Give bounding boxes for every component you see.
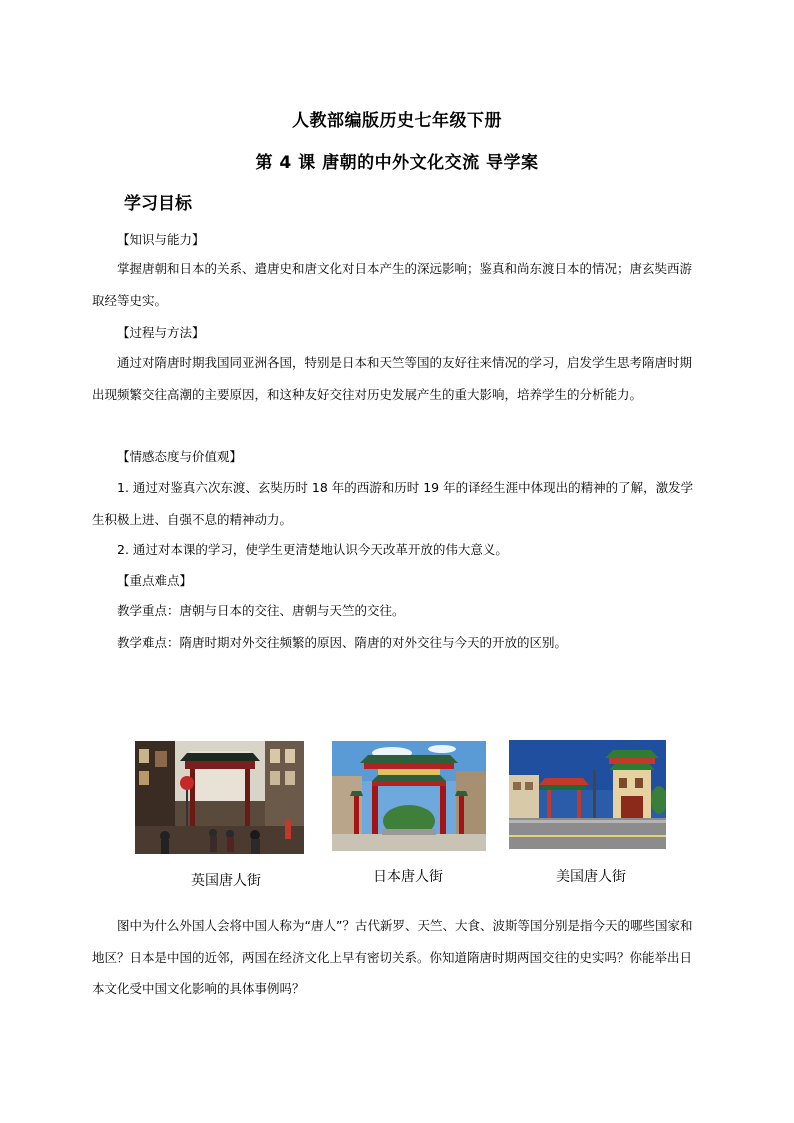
photo-japan-chinatown <box>332 741 486 851</box>
caption-uk-chinatown: 英国唐人街 <box>191 873 261 889</box>
emotion-label: 【情感态度与价值观】 <box>117 449 243 464</box>
document-title: 人教部编版历史七年级下册 <box>292 111 502 131</box>
photo-uk-chinatown <box>135 741 304 854</box>
photo-usa-chinatown <box>509 740 666 849</box>
section-heading-learning-goals: 学习目标 <box>124 194 192 214</box>
knowledge-label: 【知识与能力】 <box>117 232 205 247</box>
knowledge-text: 掌握唐朝和日本的关系、遣唐史和唐文化对日本产生的深远影响；鉴真和尚东渡日本的情况；唐玄奘西游取经等史实。 <box>92 261 693 308</box>
emotion-item-1: 1. 通过对鉴真六次东渡、玄奘历时 18 年的西游和历时 19 年的译经生涯中体现出的精神的了解，激发学生积极上进、自强不息的精神动力。 <box>92 480 694 527</box>
key-point-text: 教学重点：唐朝与日本的交往、唐朝与天竺的交往。 <box>117 603 405 618</box>
caption-japan-chinatown: 日本唐人街 <box>373 869 443 885</box>
lesson-subtitle: 第 4 课 唐朝的中外文化交流 导学案 <box>255 153 539 173</box>
caption-usa-chinatown: 美国唐人街 <box>556 869 626 885</box>
difficult-point-text: 教学难点：隋唐时期对外交往频繁的原因、隋唐的对外交往与今天的开放的区别。 <box>117 635 568 650</box>
process-text: 通过对隋唐时期我国同亚洲各国，特别是日本和天竺等国的友好往来情况的学习，启发学生思考隋唐时期出现频繁交往高潮的主要原因，和这种友好交往对历史发展产生的重大影响，培养学生的分析能力。 <box>92 355 693 402</box>
process-label: 【过程与方法】 <box>117 325 205 340</box>
emotion-item-2: 2. 通过对本课的学习，使学生更清楚地认识今天改革开放的伟大意义。 <box>117 542 508 557</box>
intro-question-text: 图中为什么外国人会将中国人称为“唐人”？古代新罗、天竺、大食、波斯等国分别是指今天的哪些国家和地区？日本是中国的近邻，两国在经济文化上早有密切关系。你知道隋唐时期两国交往的史实吗？你能举出日本文化受中国文化影响的具体事例吗？ <box>92 918 693 996</box>
key-points-label: 【重点难点】 <box>117 573 193 588</box>
